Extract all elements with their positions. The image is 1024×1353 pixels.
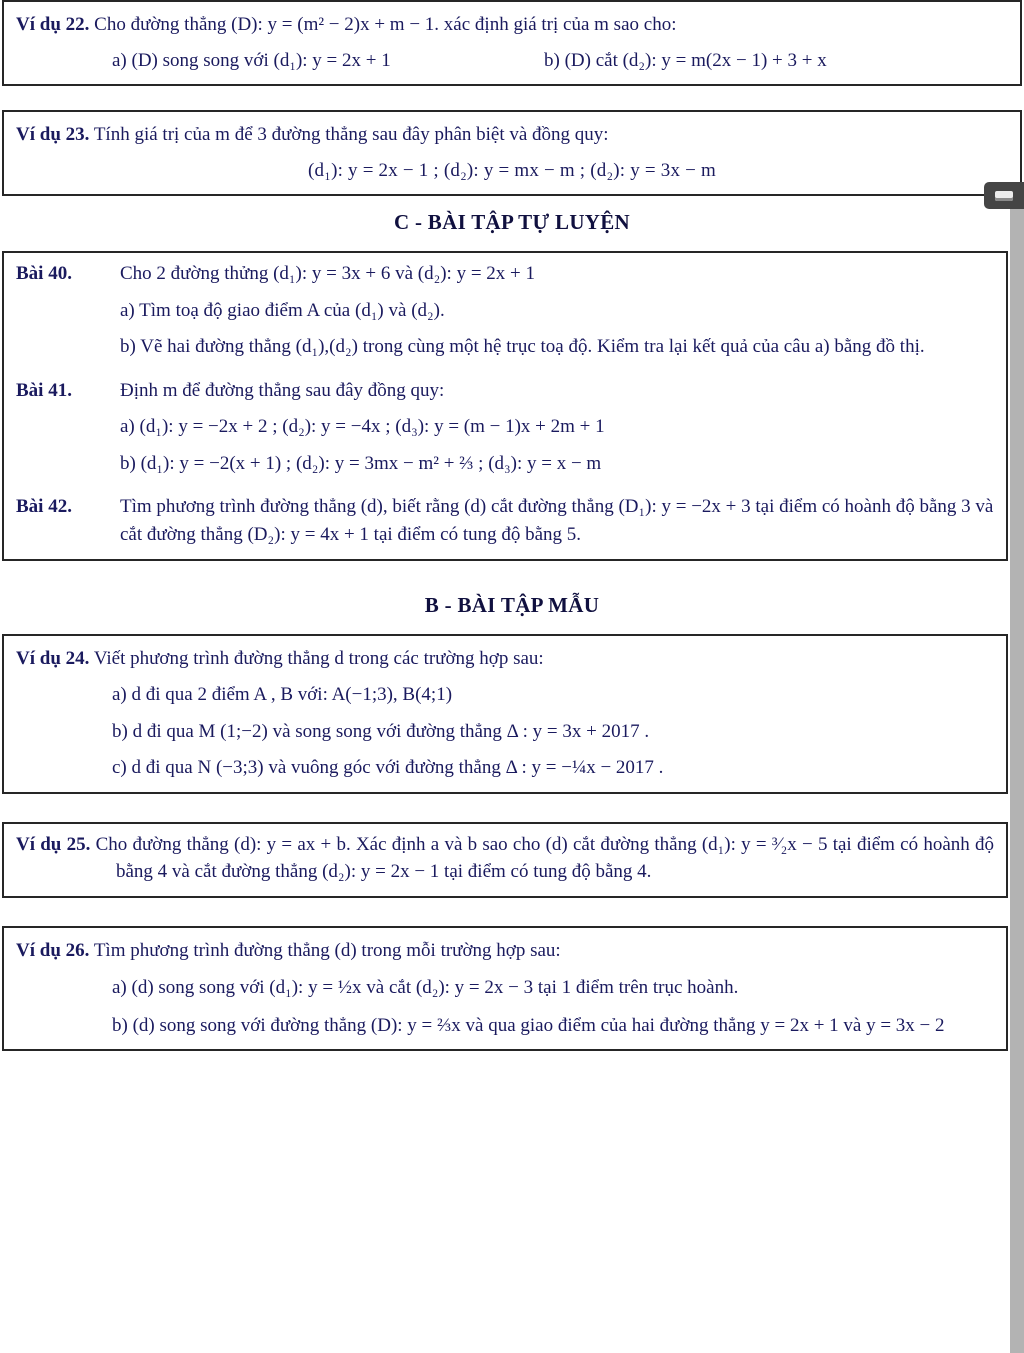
example-25-text-line — [16, 831, 994, 886]
example-25-text: Cho đường thẳng (d): y = ax + b. Xác định a và b sao cho (d) cắt đường thẳng (d₁): y = ³⁄₂x − 5 tại điểm có hoành độ bằng 4 và cắt đường thẳng (d₂): y = 2x − 1 tại điểm có tung độ bằng 4. — [95, 833, 994, 883]
example-22-box — [2, 0, 1022, 86]
exercise-41-label: Bài 41. — [16, 379, 72, 401]
exercise-42-text: Tìm phương trình đường thẳng (d), biết rằng (d) cắt đường thẳng (D₁): y = −2x + 3 tại điểm có hoành độ bằng 3 và cắt đường thẳng (D₂): y = 4x + 1 tại điểm có tung độ bằng 5. — [120, 496, 994, 546]
example-26-intro: Tìm phương trình đường thẳng (d) trong mỗi trường hợp sau: — [93, 939, 561, 961]
exercise-42-content — [120, 493, 994, 548]
example-25-box — [2, 822, 1008, 898]
example-22-intro-line — [16, 11, 1008, 39]
page-marker-glyph — [995, 191, 1013, 201]
exercise-40-content — [120, 260, 994, 361]
example-24-item-a: a) d đi qua 2 điểm A , B với: A(−1;3), B(4;1) — [112, 684, 453, 706]
example-24-item-b: b) d đi qua M (1;−2) và song song với đường thẳng Δ : y = 3x + 2017 . — [112, 720, 650, 742]
example-22-label: Ví dụ 22. — [16, 14, 90, 35]
section-c-title: C - BÀI TẬP TỰ LUYỆN — [393, 210, 631, 235]
example-26-intro-line — [16, 937, 994, 965]
example-23-intro: Tính giá trị của m để 3 đường thẳng sau đây phân biệt và đồng quy: — [93, 124, 609, 146]
example-26-item-a: a) (d) song song với (d₁): y = ½x và cắt (d₂): y = 2x − 3 tại 1 điểm trên trục hoành. — [112, 977, 739, 999]
example-24-item-c: c) d đi qua N (−3;3) và vuông góc với đường thẳng Δ : y = −¼x − 2017 . — [112, 757, 664, 779]
example-22-intro: Cho đường thẳng (D): y = (m² − 2)x + m − 1. xác định giá trị của m sao cho: — [94, 14, 677, 35]
exercise-41-content — [120, 377, 994, 478]
example-24-label: Ví dụ 24. — [16, 647, 90, 669]
exercise-41 — [16, 377, 994, 478]
example-24-intro-line — [16, 645, 994, 673]
exercise-42-label: Bài 42. — [16, 496, 72, 518]
example-22-item-b: b) (D) cắt (d₂): y = m(2x − 1) + 3 + x — [544, 49, 827, 71]
example-26-label: Ví dụ 26. — [16, 939, 90, 961]
example-26-box — [2, 926, 1008, 1052]
example-25-label: Ví dụ 25. — [16, 833, 91, 855]
example-24-items — [16, 681, 994, 782]
exercise-41-item-a: a) (d₁): y = −2x + 2 ; (d₂): y = −4x ; (d₃): y = (m − 1)x + 2m + 1 — [120, 416, 605, 438]
example-23-box — [2, 110, 1022, 196]
example-24-box — [2, 634, 1008, 794]
exercise-40 — [16, 260, 994, 361]
exercise-41-item-b: b) (d₁): y = −2(x + 1) ; (d₂): y = 3mx − m² + ⅔ ; (d₃): y = x − m — [120, 452, 602, 474]
example-23-label: Ví dụ 23. — [16, 124, 90, 146]
example-22-item-a: a) (D) song song với (d₁): y = 2x + 1 — [112, 49, 391, 71]
example-26-item-b: b) (d) song song với đường thẳng (D): y = ⅔x và qua giao điểm của hai đường thẳng y = 2x + 1 và y = 3x − 2 — [112, 1014, 945, 1036]
exercise-40-item-b: b) Vẽ hai đường thẳng (d₁),(d₂) trong cùng một hệ trục toạ độ. Kiểm tra lại kết quả của câu a) bằng đồ thị. — [120, 336, 925, 358]
example-23-equations: (d₁): y = 2x − 1 ; (d₂): y = mx − m ; (d₂): y = 3x − m — [308, 159, 716, 181]
exercise-42 — [16, 493, 994, 548]
exercise-40-item-a: a) Tìm toạ độ giao điểm A của (d₁) và (d₂). — [120, 299, 445, 321]
exercises-box — [2, 251, 1008, 560]
section-b-title: B - BÀI TẬP MẪU — [424, 592, 600, 617]
example-24-intro: Viết phương trình đường thẳng d trong các trường hợp sau: — [93, 647, 544, 669]
page-marker-icon[interactable] — [984, 182, 1024, 209]
page-edge-strip — [1010, 208, 1024, 1353]
exercise-40-label: Bài 40. — [16, 263, 72, 285]
example-23-intro-line — [16, 121, 1008, 149]
example-22-items — [16, 47, 1008, 75]
exercise-41-title: Định m để đường thẳng sau đây đồng quy: — [120, 379, 445, 401]
exercise-40-title: Cho 2 đường thửng (d₁): y = 3x + 6 và (d₂): y = 2x + 1 — [120, 263, 536, 285]
